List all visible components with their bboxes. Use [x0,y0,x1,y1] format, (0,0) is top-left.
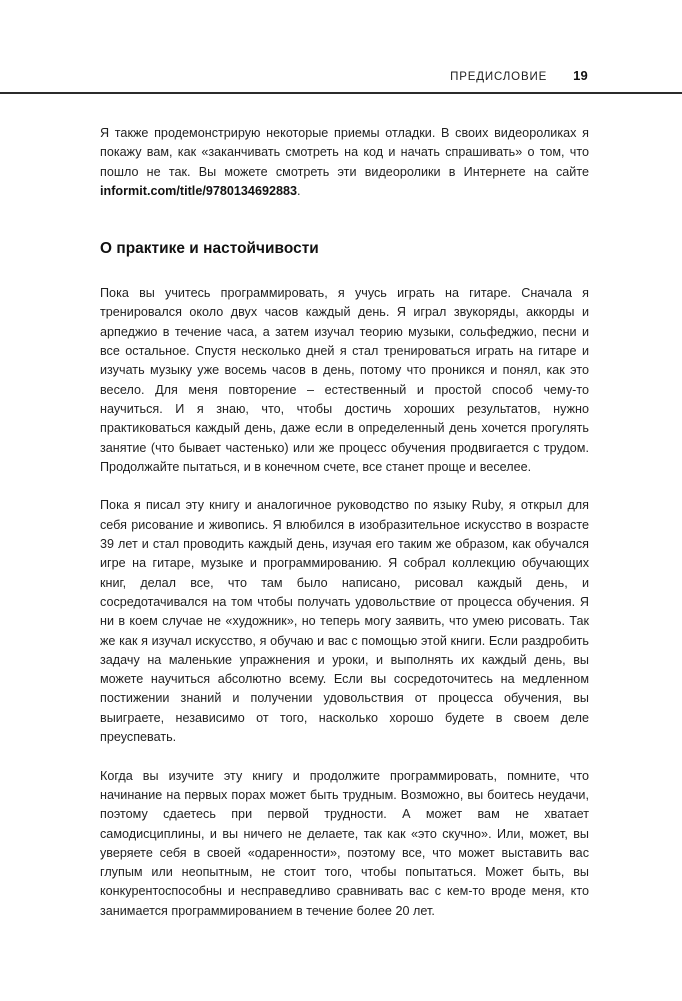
running-head-title: ПРЕДИСЛОВИЕ [450,71,548,83]
informit-url[interactable]: informit.com/title/9780134692883 [100,183,298,198]
paragraph-intro-text-after-url: . [297,183,301,198]
page-number: 19 [573,68,588,83]
paragraph-practice-guitar: Пока вы учитесь программировать, я учусь играть на гитаре. Сначала я тренировался около двух часов каждый день. Я играл звукоряды, аккорды и арпеджио в течение часа, а затем изучал теорию музыки, сольфеджио, песни и все остальное. Спустя несколько дней я стал тренироваться играть на гитаре и изучать музыку уже восемь часов в день, потому что проникся и понял, как это весело. Для меня повторение – естественный и простой способ чему-то научиться. И я знаю, что, чтобы достичь хороших результатов, нужно практиковаться каждый день, даже если в определенный день хочется прогулять занятие (что бывает частенько) или же процесс обучения продвигается с трудом. Продолжайте пытаться, и в конечном счете, все станет проще и веселее. [100,286,589,474]
header-rule [0,92,682,94]
text-column [100,124,589,921]
paragraph-drawing-painting: Пока я писал эту книгу и аналогичное руководство по языку Ruby, я открыл для себя рисование и живопись. Я влюбился в изобразительное искусство в возрасте 39 лет и стал проводить каждый день, изучая его таким же образом, как обучался игре на гитаре, музыке и программированию. Я собрал коллекцию обучающих книг, делал все, что там было написано, рисовал каждый день, и сосредотачивался на том чтобы получать удовольствие от процесса обучения. Я ни в коем случае не «художник», но теперь могу заявить, что умею рисовать. Так же как я изучал искусство, я обучаю и вас с помощью этой книги. Если раздробить задачу на маленькие упражнения и уроки, и выполнять их каждый день, вы можете научиться абсолютно всему. Если вы сосредоточитесь на медленном постижении знаний и получении удовольствия от процесса обучения, вы выиграете, независимо от того, насколько хорошо будете в своем деле преуспевать. [100,498,589,745]
paragraph-intro [100,124,589,201]
paragraph-intro-text-before-url: Я также продемонстрирую некоторые приемы отладки. В своих видеороликах я покажу вам, как «заканчивать смотреть на код и начать спрашивать» о том, что пошло не так. Вы можете смотреть эти видеоролики в Интернете на сайте [100,126,589,179]
heading-bottom-spacer [100,259,589,284]
paragraph-persistence: Когда вы изучите эту книгу и продолжите программировать, помните, что начинание на первых порах может быть трудным. Возможно, вы боитесь неудачи, поэтому сдаетесь при первой трудности. А может вам не хватает самодисциплины, и вы ничего не делаете, так как «это скучно». Или, может, вы уверяете себя в своей «одаренности», поэтому все, что может выставить вас глупым или неопытным, не стоит того, чтобы попытаться. Может быть, вы конкурентоспособны и несправедливо сравнивать вас с кем-то вроде меня, кто занимается программированием в течение более 20 лет. [100,768,589,918]
running-head [0,68,682,88]
section-heading: О практике и настойчивости [100,240,319,258]
heading-top-spacer [100,201,589,239]
